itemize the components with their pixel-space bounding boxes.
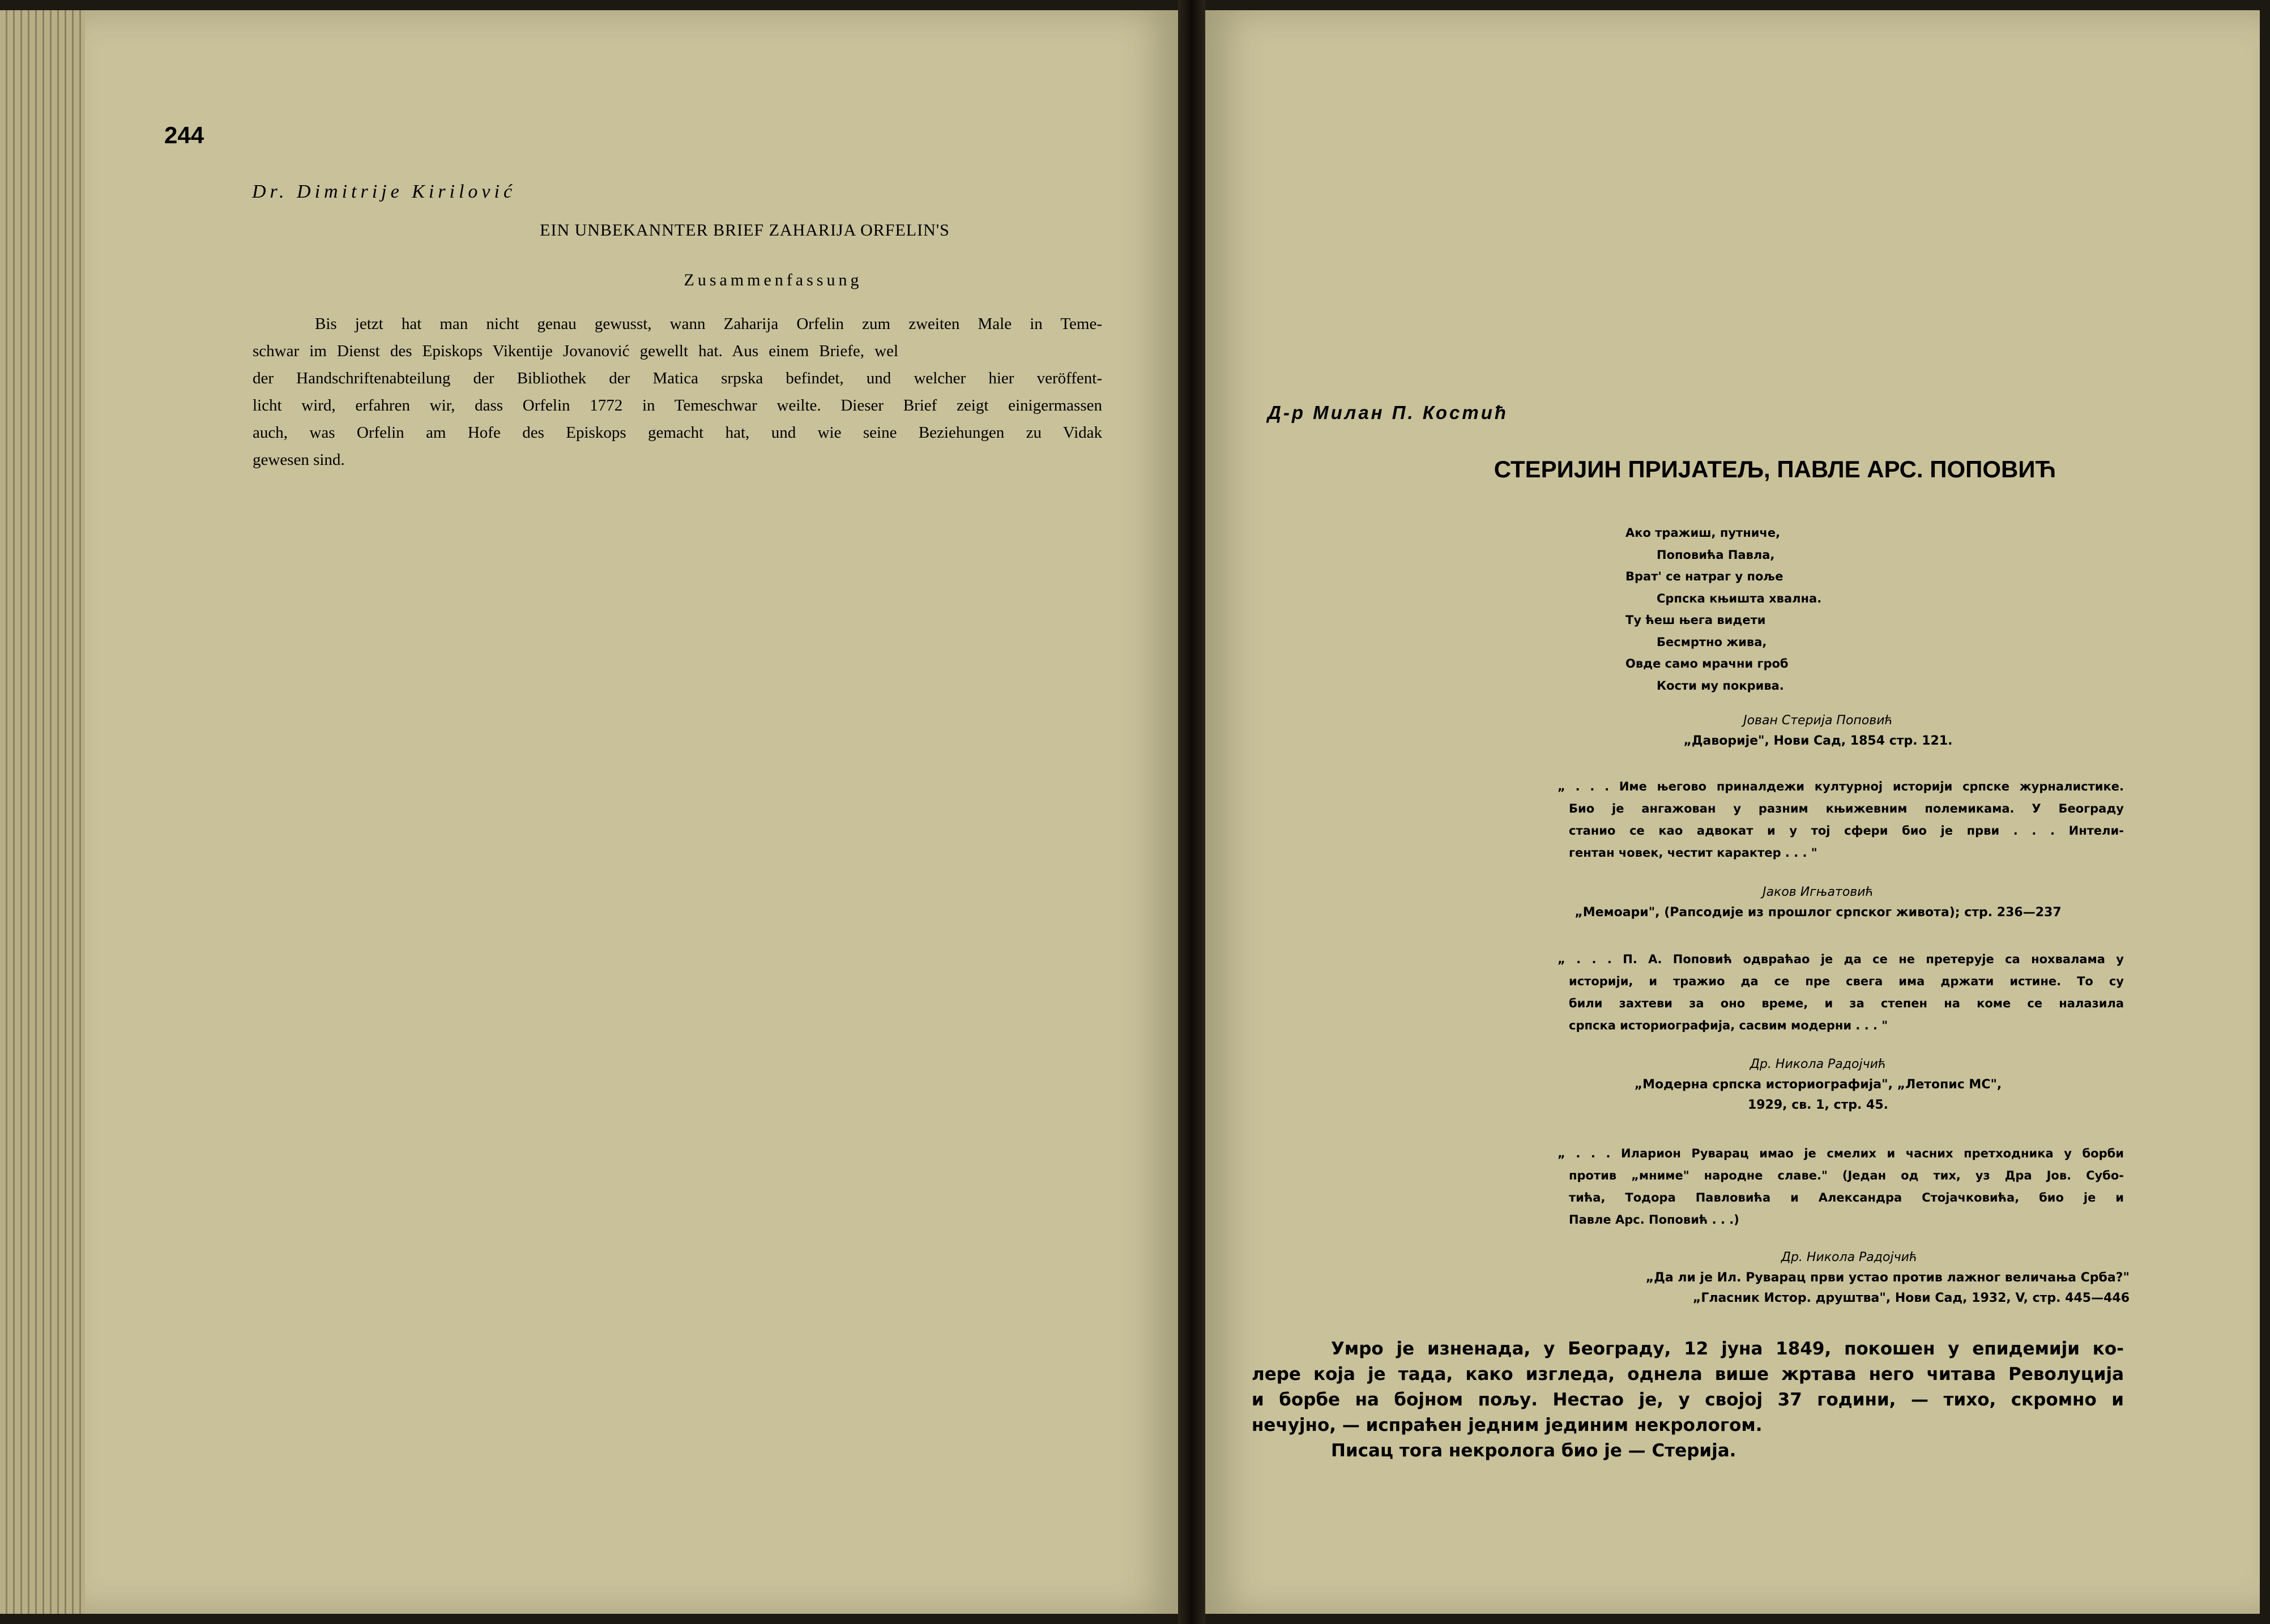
body-line: Писац тога некролога био је — Стерија. [1331, 1441, 1736, 1461]
body-line: и борбе на бојном пољу. Нестао је, у својој 37 години, — тихо, скромно и [1252, 1390, 2124, 1410]
body-paragraph [1252, 1336, 2124, 1464]
quote-line: против „мниме" народне славе." (Један од тих, уз Дра Јов. Субо- [1569, 1169, 2124, 1182]
attribution-source: „Даворије", Нови Сад, 1854 стр. 121. [1683, 734, 1953, 748]
poem-line: Ту ћеш њега видети [1625, 613, 1766, 627]
quote-block [1558, 776, 2124, 864]
article-title: СТЕРИЈИН ПРИЈАТЕЉ, ПАВЛЕ АРС. ПОПОВИЋ [1494, 456, 2056, 482]
quote-line: били захтеви за оно време, и за степен на коме се налазила [1569, 997, 2124, 1010]
summary-line: schwar im Dienst des Episkops Vikentije Jovanović gewellt hat. Aus einem Briefe, wel [253, 342, 898, 360]
summary-paragraph [253, 310, 1102, 473]
attribution-source: „Мемоари", (Рапсодије из прошлог српског живота); стр. 236—237 [1575, 905, 2062, 920]
page-number: 244 [164, 122, 204, 148]
summary-heading: Zusammenfassung [684, 271, 863, 289]
quote-line: „ . . . Иларион Руварац имао је смелих и часних претходника у борби [1558, 1147, 2124, 1160]
attribution-source: „Гласник Истор. друштва", Нови Сад, 1932, V, стр. 445—446 [1692, 1291, 2130, 1305]
quote-line: српска историографија, сасвим модерни . . . " [1569, 1019, 1888, 1032]
quote-line: историји, и тражио да се пре свега има држати истине. То су [1569, 975, 2124, 988]
attribution-source: „Да ли је Ил. Руварац први устао против лажног величања Срба?" [1645, 1271, 2130, 1285]
poem-line: Врат' се натраг у поље [1625, 570, 1783, 583]
article-author: Dr. Dimitrije Kirilović [252, 181, 517, 202]
quote-line: Павле Арс. Поповић . . .) [1569, 1213, 1739, 1226]
book-gutter [1178, 0, 1205, 1624]
body-line: нечујно, — испраћен једним јединим некрологом. [1252, 1415, 1763, 1435]
poem-line: Кости му покрива. [1657, 678, 1784, 693]
quote-line: „ . . . П. А. Поповић одвраћао је да се не претерује са нохвалама у [1558, 952, 2124, 966]
quote-attribution [1569, 1247, 2130, 1309]
book-page-edges [0, 10, 85, 1614]
attribution-author: Јаков Игњатовић [1763, 885, 1874, 899]
poem-line: Овде само мрачни гроб [1625, 657, 1789, 670]
attribution-author: Јован Стерија Поповић [1743, 713, 1893, 728]
quote-line: гентан човек, честит карактер . . . " [1569, 846, 1817, 860]
body-line: лере која је тада, како изгледа, однела више жртава него читава Револуција [1252, 1364, 2124, 1384]
poem-line: Српска књишта хвална. [1657, 591, 1822, 605]
quote-block [1558, 948, 2124, 1037]
quote-attribution [1563, 1054, 2073, 1116]
attribution-author: Др. Никола Радојчић [1781, 1250, 1918, 1264]
poem-line: Ако тражиш, путниче, [1625, 526, 1781, 540]
article-title: EIN UNBEKANNTER BRIEF ZAHARIJA ORFELIN'S [540, 221, 950, 240]
attribution-source: „Модерна српска историографија", „Летопис МС", [1634, 1078, 2002, 1092]
quote-line: Био је ангажован у разним књижевним полемикама. У Београду [1569, 802, 2124, 815]
poem-line: Бесмртно жива, [1657, 635, 1767, 649]
summary-line: auch, was Orfelin am Hofe des Episkops gemacht hat, und wie seine Beziehungen zu Vidak [253, 424, 1102, 442]
quote-line: станио се као адвокат и у тој сфери био је први . . . Интели- [1569, 824, 2124, 837]
left-page [85, 10, 1178, 1614]
attribution-author: Др. Никола Радојчић [1750, 1057, 1887, 1071]
quote-line: тића, Тодора Павловића и Александра Стојачковића, био је и [1569, 1191, 2124, 1204]
summary-line: Bis jetzt hat man nicht genau gewusst, wann Zaharija Orfelin zum zweiten Male in Teme- [315, 315, 1102, 333]
summary-line: der Handschriftenabteilung der Bibliothek der Matica srpska befindet, und welcher hier veröffent- [253, 369, 1102, 387]
summary-line: gewesen sind. [253, 451, 345, 469]
summary-line: licht wird, erfahren wir, dass Orfelin 1772 in Temeschwar weilte. Dieser Brief zeigt einigermassen [253, 396, 1102, 414]
epigraph-poem [1625, 522, 1821, 696]
body-line: Умро је изненада, у Београду, 12 јуна 1849, покошен у епидемији ко- [1331, 1339, 2124, 1359]
attribution-source: 1929, св. 1, стр. 45. [1747, 1098, 1889, 1112]
poem-line: Поповића Павла, [1657, 548, 1775, 562]
quote-attribution [1563, 882, 2073, 923]
quote-line: „ . . . Име његово приналдежи културној историји српске журналистике. [1558, 780, 2124, 793]
epigraph-attribution [1563, 711, 2073, 751]
article-author: Д-р Милан П. Костић [1268, 402, 1509, 423]
quote-block [1558, 1143, 2124, 1231]
